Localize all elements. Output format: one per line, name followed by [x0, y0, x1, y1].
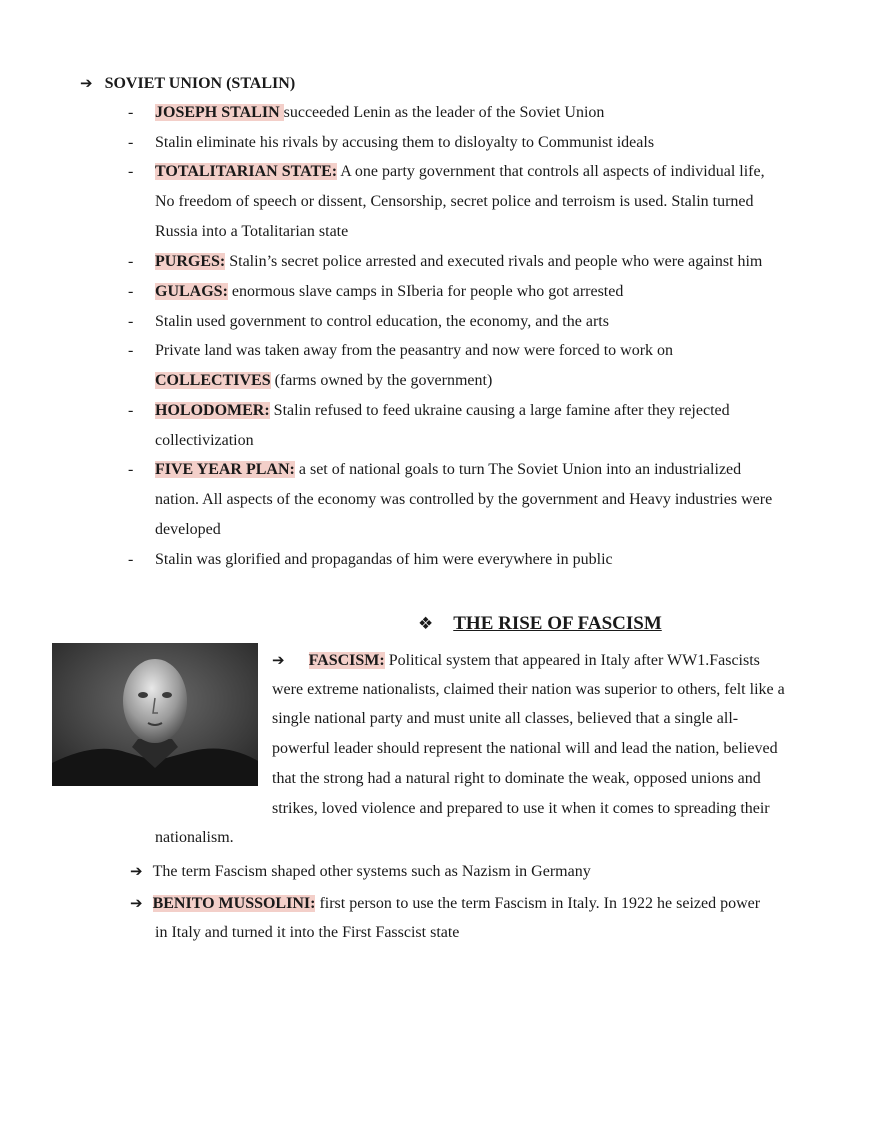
- list-item: JOSEPH STALIN succeeded Lenin as the leader of the Soviet Union: [155, 104, 605, 121]
- list-item-cont: COLLECTIVES (farms owned by the government): [155, 372, 493, 389]
- bullet-dash: -: [128, 104, 134, 121]
- list-item: HOLODOMER: Stalin refused to feed ukraine causing a large famine after they rejected: [155, 402, 730, 419]
- bullet-dash: -: [128, 253, 134, 270]
- list-item: FIVE YEAR PLAN: a set of national goals to turn The Soviet Union into an industrialized: [155, 461, 742, 478]
- list-item: Stalin eliminate his rivals by accusing them to disloyalty to Communist ideals: [155, 134, 655, 151]
- list-item-cont: collectivization: [155, 432, 254, 449]
- list-item: ➔ BENITO MUSSOLINI: first person to use the term Fascism in Italy. In 1922 he seized power: [130, 894, 761, 912]
- bullet-dash: -: [128, 461, 134, 478]
- list-item-cont: No freedom of speech or dissent, Censorship, secret police and terroism is used. Stalin turned: [155, 193, 754, 210]
- fascism-definition-line: powerful leader should represent the national will and lead the nation, believed: [272, 740, 778, 757]
- bullet-dash: -: [128, 402, 134, 419]
- arrow-icon: ➔: [80, 74, 93, 92]
- list-item: Private land was taken away from the peasantry and now were forced to work on: [155, 342, 674, 359]
- bullet-dash: -: [128, 283, 134, 300]
- fascism-definition-line: strikes, loved violence and prepared to use it when it comes to spreading their: [272, 800, 770, 817]
- list-item-cont: Russia into a Totalitarian state: [155, 223, 349, 240]
- list-item: Stalin was glorified and propagandas of him were everywhere in public: [155, 551, 613, 568]
- list-item: PURGES: Stalin’s secret police arrested and executed rivals and people who were against him: [155, 253, 763, 270]
- bullet-dash: -: [128, 134, 134, 151]
- bullet-dash: -: [128, 551, 134, 568]
- bullet-dash: -: [128, 163, 134, 180]
- list-item: TOTALITARIAN STATE: A one party government that controls all aspects of individual life,: [155, 163, 765, 180]
- fascism-definition-line: were extreme nationalists, claimed their nation was superior to others, felt like a: [272, 681, 785, 698]
- section-title: ❖ THE RISE OF FASCISM: [418, 613, 662, 634]
- list-item: Stalin used government to control education, the economy, and the arts: [155, 313, 609, 330]
- diamond-icon: ❖: [418, 614, 434, 634]
- portrait-image: [52, 643, 258, 786]
- arrow-icon: ➔: [272, 651, 285, 669]
- mussolini-portrait: [52, 643, 258, 786]
- list-item-cont: nation. All aspects of the economy was controlled by the government and Heavy industries were: [155, 491, 773, 508]
- bullet-dash: -: [128, 313, 134, 330]
- list-item: ➔ The term Fascism shaped other systems such as Nazism in Germany: [130, 862, 591, 880]
- fascism-definition-line: that the strong had a natural right to dominate the weak, opposed unions and: [272, 770, 761, 787]
- list-item-cont: developed: [155, 521, 221, 538]
- fascism-definition-line: single national party and must unite all classes, believed that a single all-: [272, 710, 739, 727]
- list-item-cont: in Italy and turned it into the First Fasscist state: [155, 924, 460, 941]
- list-item: GULAGS: enormous slave camps in SIberia for people who got arrested: [155, 283, 624, 300]
- arrow-icon: ➔: [130, 894, 143, 912]
- fascism-definition-line: nationalism.: [155, 829, 234, 846]
- fascism-definition: ➔ FASCISM: Political system that appeared in Italy after WW1.Fascists: [272, 651, 760, 669]
- soviet-heading: ➔ SOVIET UNION (STALIN): [80, 74, 296, 92]
- bullet-dash: -: [128, 342, 134, 359]
- arrow-icon: ➔: [130, 862, 143, 880]
